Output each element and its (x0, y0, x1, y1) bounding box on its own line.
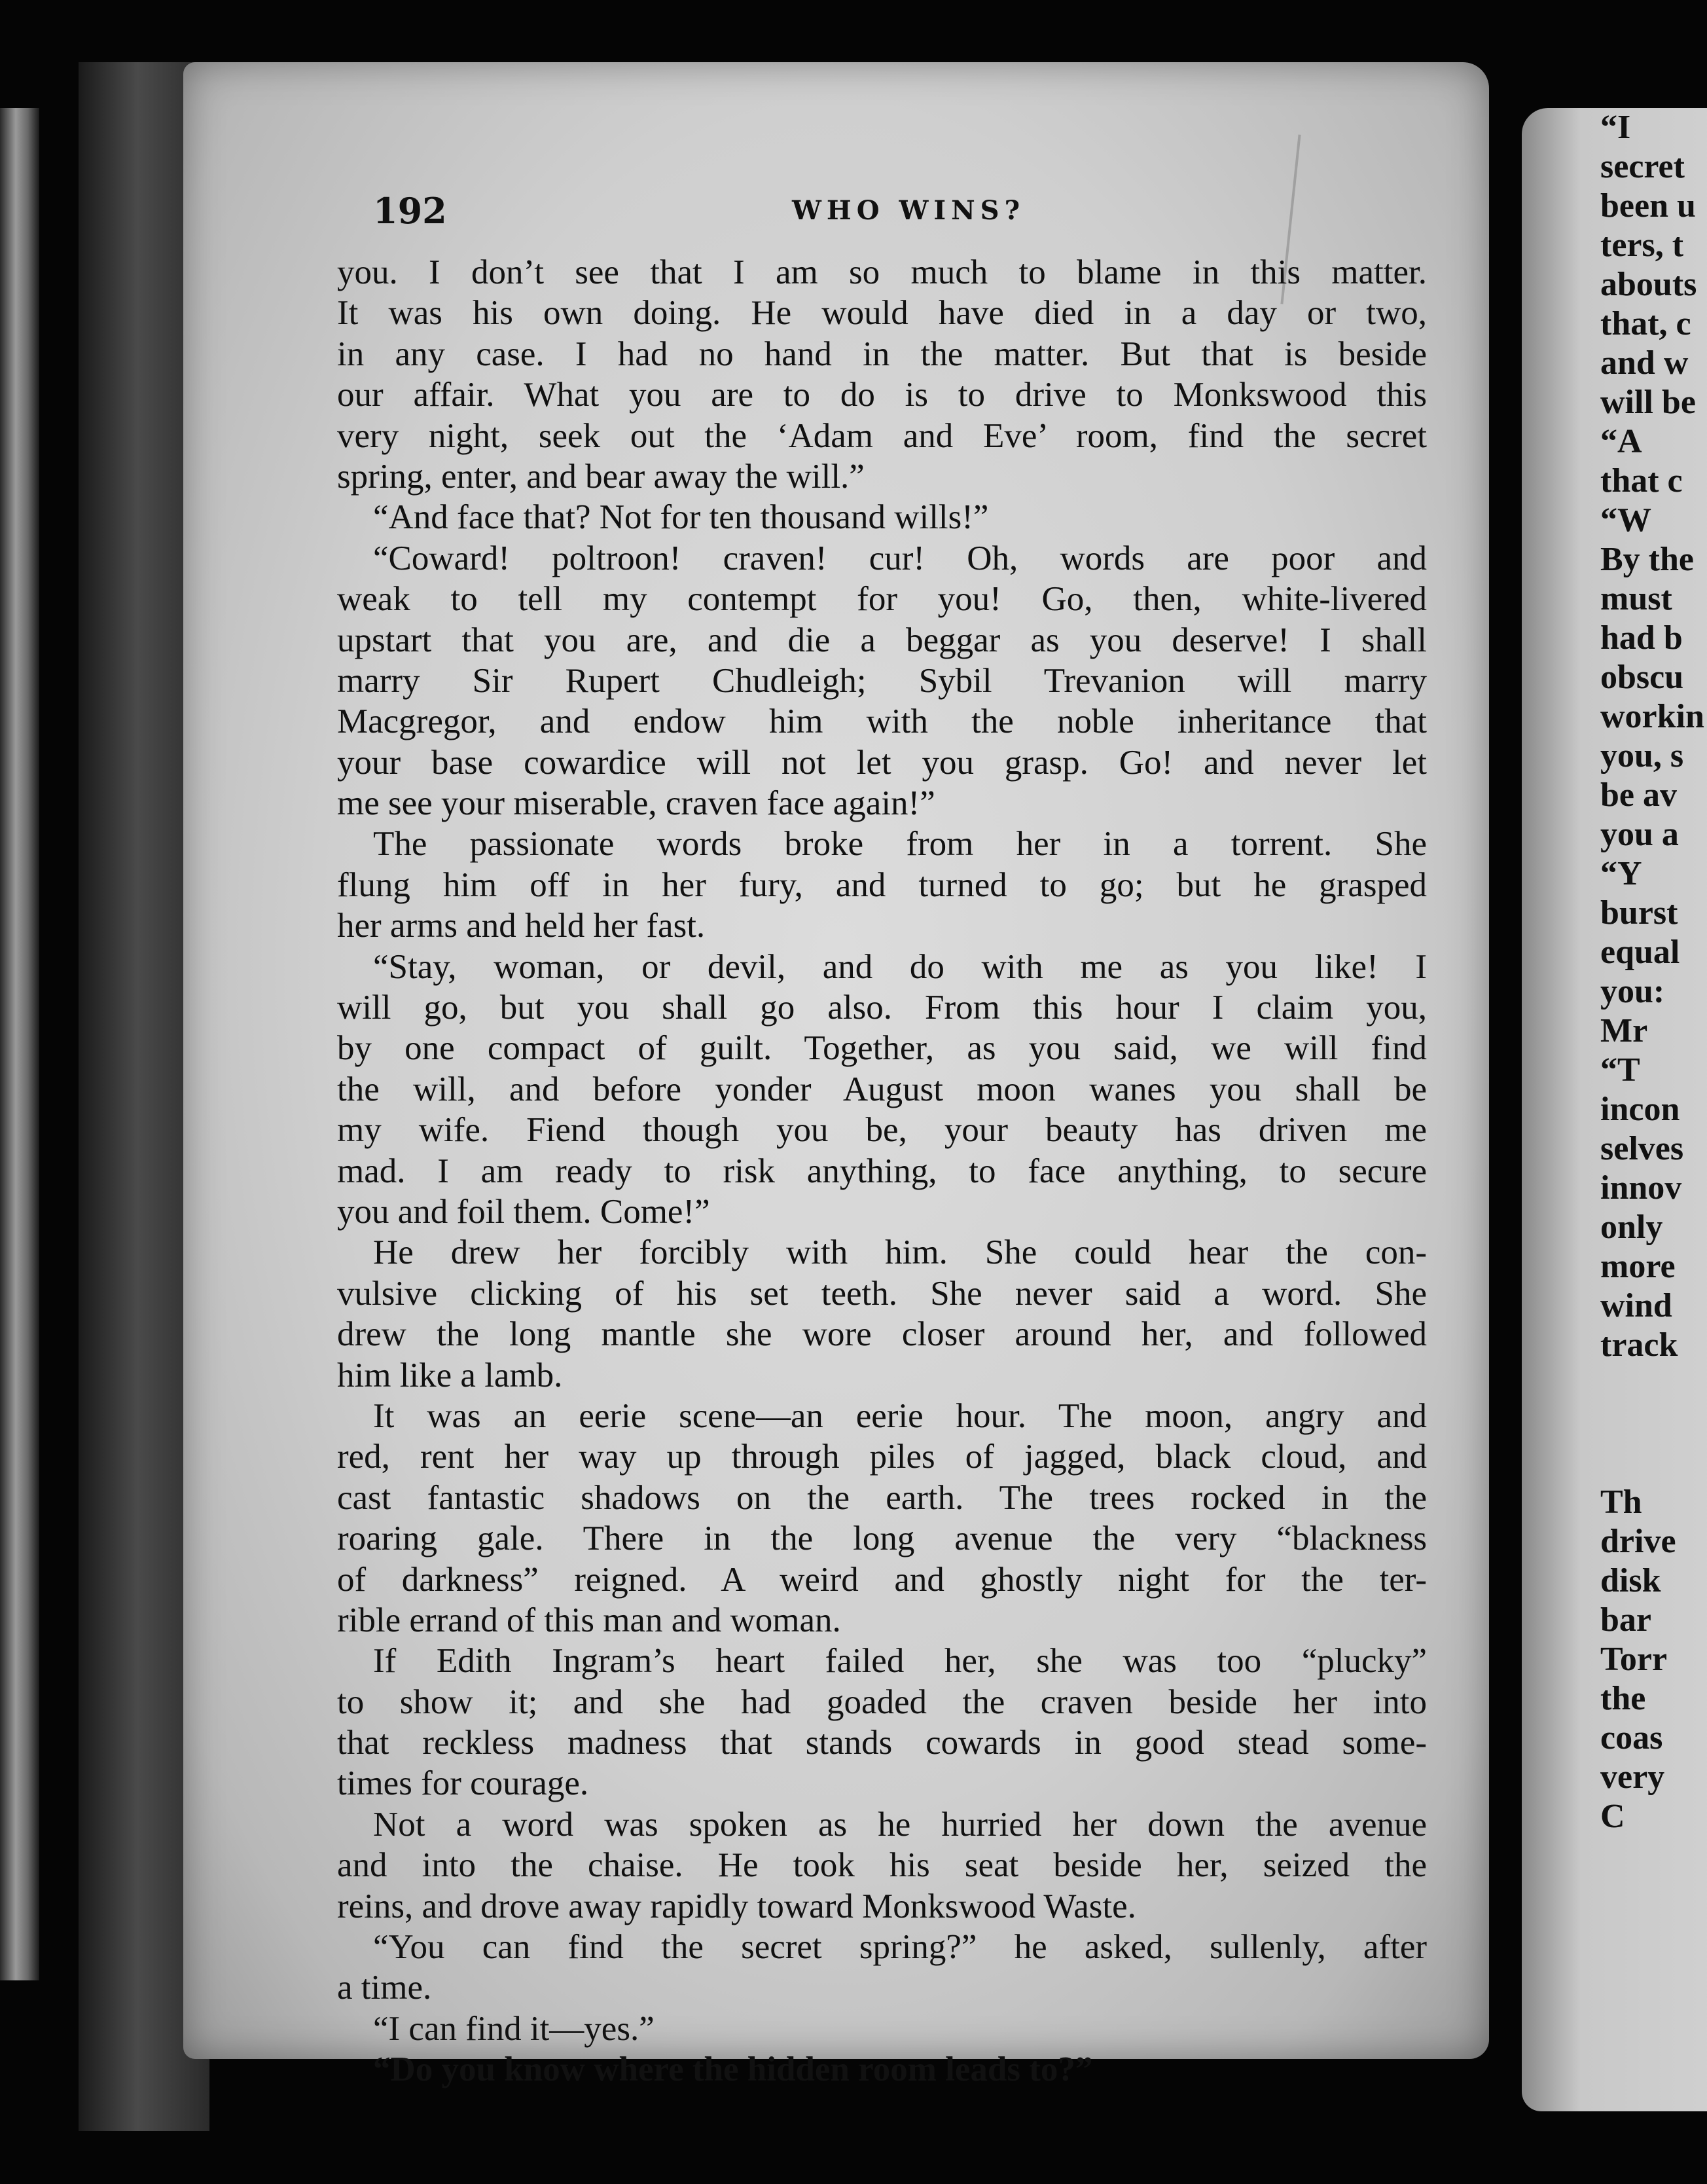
text-line: her arms and held her fast. (337, 907, 706, 945)
text-line: the will, and before yonder August moon wanes you shall be (337, 1070, 1427, 1108)
facing-text-line: disk (1600, 1562, 1661, 1599)
facing-text-line: abouts (1600, 266, 1697, 303)
facing-text-line: wind (1600, 1287, 1672, 1324)
facing-text-line: drive (1600, 1523, 1676, 1560)
facing-page (1522, 108, 1707, 2111)
text-line: that reckless madness that stands cowards in good stead some- (337, 1724, 1427, 1762)
facing-text-line: be av (1600, 776, 1677, 814)
facing-text-line: only (1600, 1209, 1663, 1246)
facing-text-line: secret (1600, 148, 1685, 185)
text-line: Macgregor, and endow him with the noble inheritance that (337, 702, 1427, 741)
running-head (183, 190, 1489, 242)
text-line: our affair. What you are to do is to drive to Monkswood this (337, 376, 1427, 414)
text-line: to show it; and she had goaded the craven beside her into (337, 1683, 1427, 1721)
facing-text-line: Th (1600, 1483, 1642, 1521)
text-line: If Edith Ingram’s heart failed her, she was too “plucky” (373, 1642, 1427, 1681)
text-line: rible errand of this man and woman. (337, 1601, 841, 1639)
facing-text-line: very (1600, 1758, 1665, 1796)
text-line: will go, but you shall go also. From this hour I claim you, (337, 989, 1427, 1027)
text-line: you. I don’t see that I am so much to blame in this matter. (337, 253, 1427, 291)
facing-text-line: more (1600, 1248, 1676, 1285)
facing-text-line: that, c (1600, 305, 1691, 342)
text-line: my wife. Fiend though you be, your beauty has driven me (337, 1111, 1427, 1150)
facing-text-line: innov (1600, 1169, 1682, 1207)
facing-text-line (1600, 1404, 1707, 1444)
facing-text-line: By the (1600, 541, 1694, 578)
facing-text-line (1600, 1444, 1707, 1483)
text-line: mad. I am ready to risk anything, to face anything, to secure (337, 1152, 1427, 1190)
facing-text-line: must (1600, 580, 1672, 617)
text-line: “I can find it—yes.” (373, 2009, 655, 2048)
facing-text-line: burst (1600, 894, 1678, 932)
text-line: weak to tell my contempt for you! Go, then, white-livered (337, 580, 1427, 619)
facing-text-line: you: (1600, 973, 1665, 1010)
text-line: “Stay, woman, or devil, and do with me as you like! I (373, 947, 1427, 986)
facing-text-line: “I (1600, 109, 1631, 146)
text-line: your base cowardice will not let you grasp. Go! and never let (337, 743, 1427, 782)
text-line: you and foil them. Come!” (337, 1192, 710, 1231)
text-line: a time. (337, 1969, 432, 2007)
facing-text-line: track (1600, 1326, 1678, 1364)
facing-text-line: equal (1600, 934, 1680, 971)
text-line: red, rent her way up through piles of jagged, black cloud, and (337, 1438, 1427, 1476)
facing-text-line: “A (1600, 423, 1642, 460)
facing-text-line: Torr (1600, 1641, 1668, 1678)
page-number: 192 (373, 190, 447, 232)
facing-text-line: coas (1600, 1719, 1663, 1756)
text-line: spring, enter, and bear away the will.” (337, 457, 865, 496)
text-line: Not a word was spoken as he hurried her down the avenue (373, 1805, 1427, 1844)
text-line: vulsive clicking of his set teeth. She never said a word. She (337, 1274, 1427, 1313)
facing-text-line: been u (1600, 187, 1696, 225)
text-line: The passionate words broke from her in a torrent. She (373, 825, 1427, 864)
facing-text-line: “Y (1600, 855, 1642, 892)
facing-text-line: bar (1600, 1601, 1651, 1639)
facing-text-line: obscu (1600, 659, 1684, 696)
facing-page-text (1600, 108, 1707, 1836)
text-line: in any case. I had no hand in the matter. But that is beside (337, 335, 1427, 373)
text-line: times for courage. (337, 1764, 589, 1803)
facing-text-line: will be (1600, 384, 1696, 421)
facing-text-line: you, s (1600, 737, 1684, 774)
text-line: drew the long mantle she wore closer around her, and followed (337, 1315, 1427, 1354)
facing-text-line: the (1600, 1680, 1646, 1717)
facing-text-line: incon (1600, 1091, 1680, 1128)
text-line: cast fantastic shadows on the earth. The trees rocked in the (337, 1478, 1427, 1517)
facing-text-line: selves (1600, 1130, 1684, 1167)
facing-text-line: C (1600, 1798, 1625, 1835)
text-line: of darkness” reigned. A weird and ghostly night for the ter- (337, 1560, 1427, 1599)
text-line: It was an eerie scene—an eerie hour. The moon, angry and (373, 1396, 1427, 1435)
facing-text-line: “T (1600, 1051, 1640, 1089)
text-line: him like a lamb. (337, 1356, 563, 1394)
facing-text-line: that c (1600, 462, 1683, 500)
text-line: “Coward! poltroon! craven! cur! Oh, words are poor and (373, 539, 1427, 577)
text-line: by one compact of guilt. Together, as you said, we will find (337, 1029, 1427, 1068)
text-line: “And face that? Not for ten thousand wills!” (373, 498, 989, 537)
text-line: flung him off in her fury, and turned to go; but he grasped (337, 865, 1427, 904)
text-line: “Do you know where the hidden room leads to?” (373, 2050, 1093, 2089)
text-line: reins, and drove away rapidly toward Monkswood Waste. (337, 1887, 1136, 1925)
text-line: marry Sir Rupert Chudleigh; Sybil Trevanion will marry (337, 661, 1427, 700)
facing-text-line: you a (1600, 816, 1679, 853)
text-line: He drew her forcibly with him. She could hear the con- (373, 1233, 1427, 1272)
facing-text-line: and w (1600, 344, 1689, 382)
facing-text-line: workin (1600, 698, 1704, 735)
facing-text-line: Mr (1600, 1012, 1648, 1049)
facing-text-line: had b (1600, 619, 1683, 657)
running-title: WHO WINS? (792, 195, 1026, 226)
facing-text-line: ters, t (1600, 227, 1684, 264)
text-line: “You can find the secret spring?” he asked, sullenly, after (373, 1928, 1427, 1967)
facing-text-line (1600, 1365, 1707, 1404)
text-line: very night, seek out the ‘Adam and Eve’ room, find the secret (337, 416, 1427, 455)
body-text (337, 252, 1427, 2090)
book-binding (0, 108, 39, 1980)
text-line: and into the chaise. He took his seat beside her, seized the (337, 1846, 1427, 1885)
text-line: me see your miserable, craven face again!” (337, 784, 935, 823)
facing-text-line: “W (1600, 501, 1651, 539)
text-line: It was his own doing. He would have died in a day or two, (337, 294, 1427, 333)
text-line: roaring gale. There in the long avenue the very “blackness (337, 1520, 1427, 1558)
text-line: upstart that you are, and die a beggar as you deserve! I shall (337, 621, 1427, 659)
